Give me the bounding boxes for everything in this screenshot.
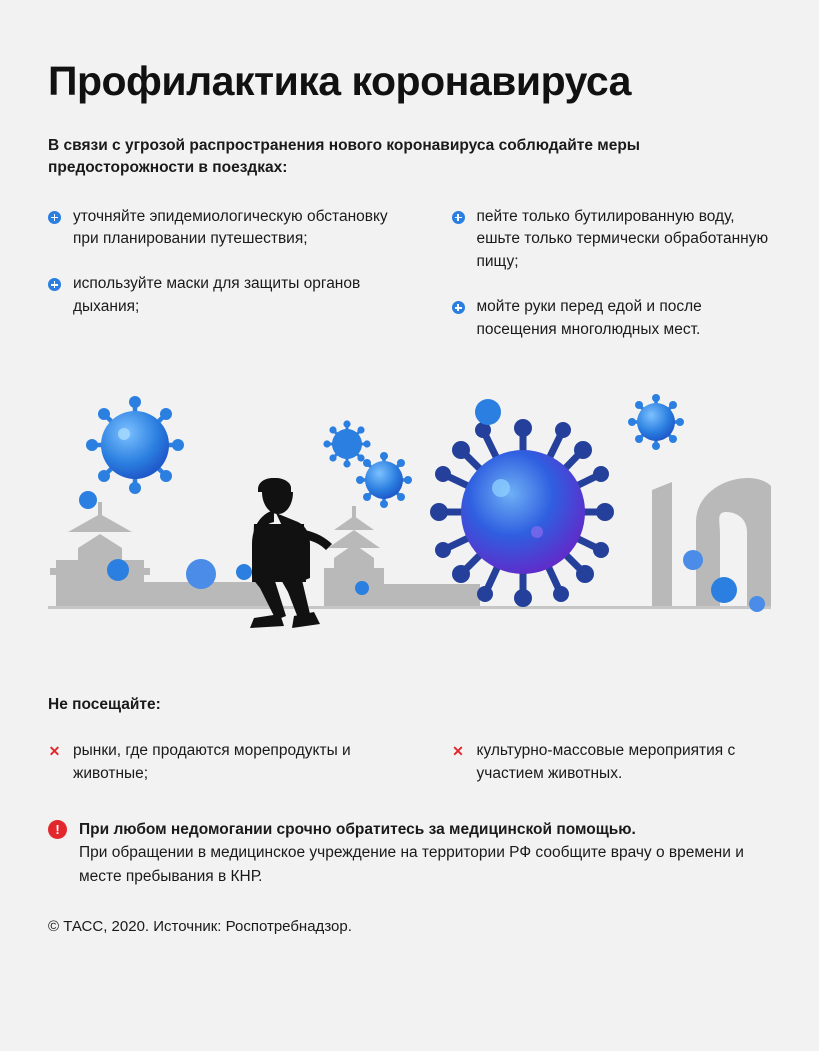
warning-block <box>48 818 771 888</box>
virus-small-c <box>628 394 684 450</box>
page-title: Профилактика коронавируса <box>48 58 631 105</box>
list-item-label: мойте руки перед едой и после посещения многолюдных мест. <box>476 298 702 339</box>
plus-icon <box>452 301 465 314</box>
warning-detail: При обращении в медицинское учреждение на территории РФ сообщите врачу о времени и месте пребывания в КНР. <box>79 844 744 885</box>
list-item <box>452 206 772 275</box>
list-item-label: используйте маски для защиты органов дыхания; <box>73 275 361 316</box>
plus-icon <box>48 211 61 224</box>
avoid-column-left <box>48 740 410 796</box>
list-item <box>48 273 410 319</box>
cross-icon: ✕ <box>452 743 464 760</box>
warning-headline: При любом недомогании срочно обратитесь за медицинской помощью. <box>79 821 636 839</box>
virus-skyline-illustration <box>48 382 771 692</box>
intro-text: В связи с угрозой распространения нового коронавируса соблюдайте меры предосторожности в поездках: <box>48 136 641 177</box>
list-item-label: уточняйте эпидемиологическую обстановку при планировании путешествия; <box>73 207 388 248</box>
virus-small-a <box>323 421 370 468</box>
plus-icon <box>48 278 61 291</box>
precautions-list <box>48 206 771 365</box>
avoid-column-right <box>410 740 772 796</box>
cross-icon: ✕ <box>48 743 61 760</box>
virus-medium-left <box>86 396 184 494</box>
list-item <box>48 740 410 786</box>
virus-large <box>430 419 614 607</box>
precautions-column-right <box>410 206 772 365</box>
list-item <box>452 296 772 342</box>
list-item-label: культурно-массовые мероприятия с участием животных. <box>476 742 736 783</box>
list-item <box>48 206 410 252</box>
credit-line: © ТАСС, 2020. Источник: Роспотребнадзор. <box>48 917 352 935</box>
skyline-shapes <box>50 478 771 606</box>
avoid-list <box>48 740 771 796</box>
plus-icon <box>452 211 465 224</box>
exclamation-icon: ! <box>48 820 67 839</box>
list-item-label: рынки, где продаются морепродукты и животные; <box>73 742 351 783</box>
virus-small-b <box>356 452 412 508</box>
list-item-label: пейте только бутилированную воду, ешьте только термически обработанную пищу; <box>476 207 769 271</box>
list-item <box>452 740 772 786</box>
precautions-column-left <box>48 206 410 365</box>
warning-text <box>79 818 771 888</box>
infographic-page <box>0 27 819 1051</box>
avoid-heading: Не посещайте: <box>48 696 161 714</box>
